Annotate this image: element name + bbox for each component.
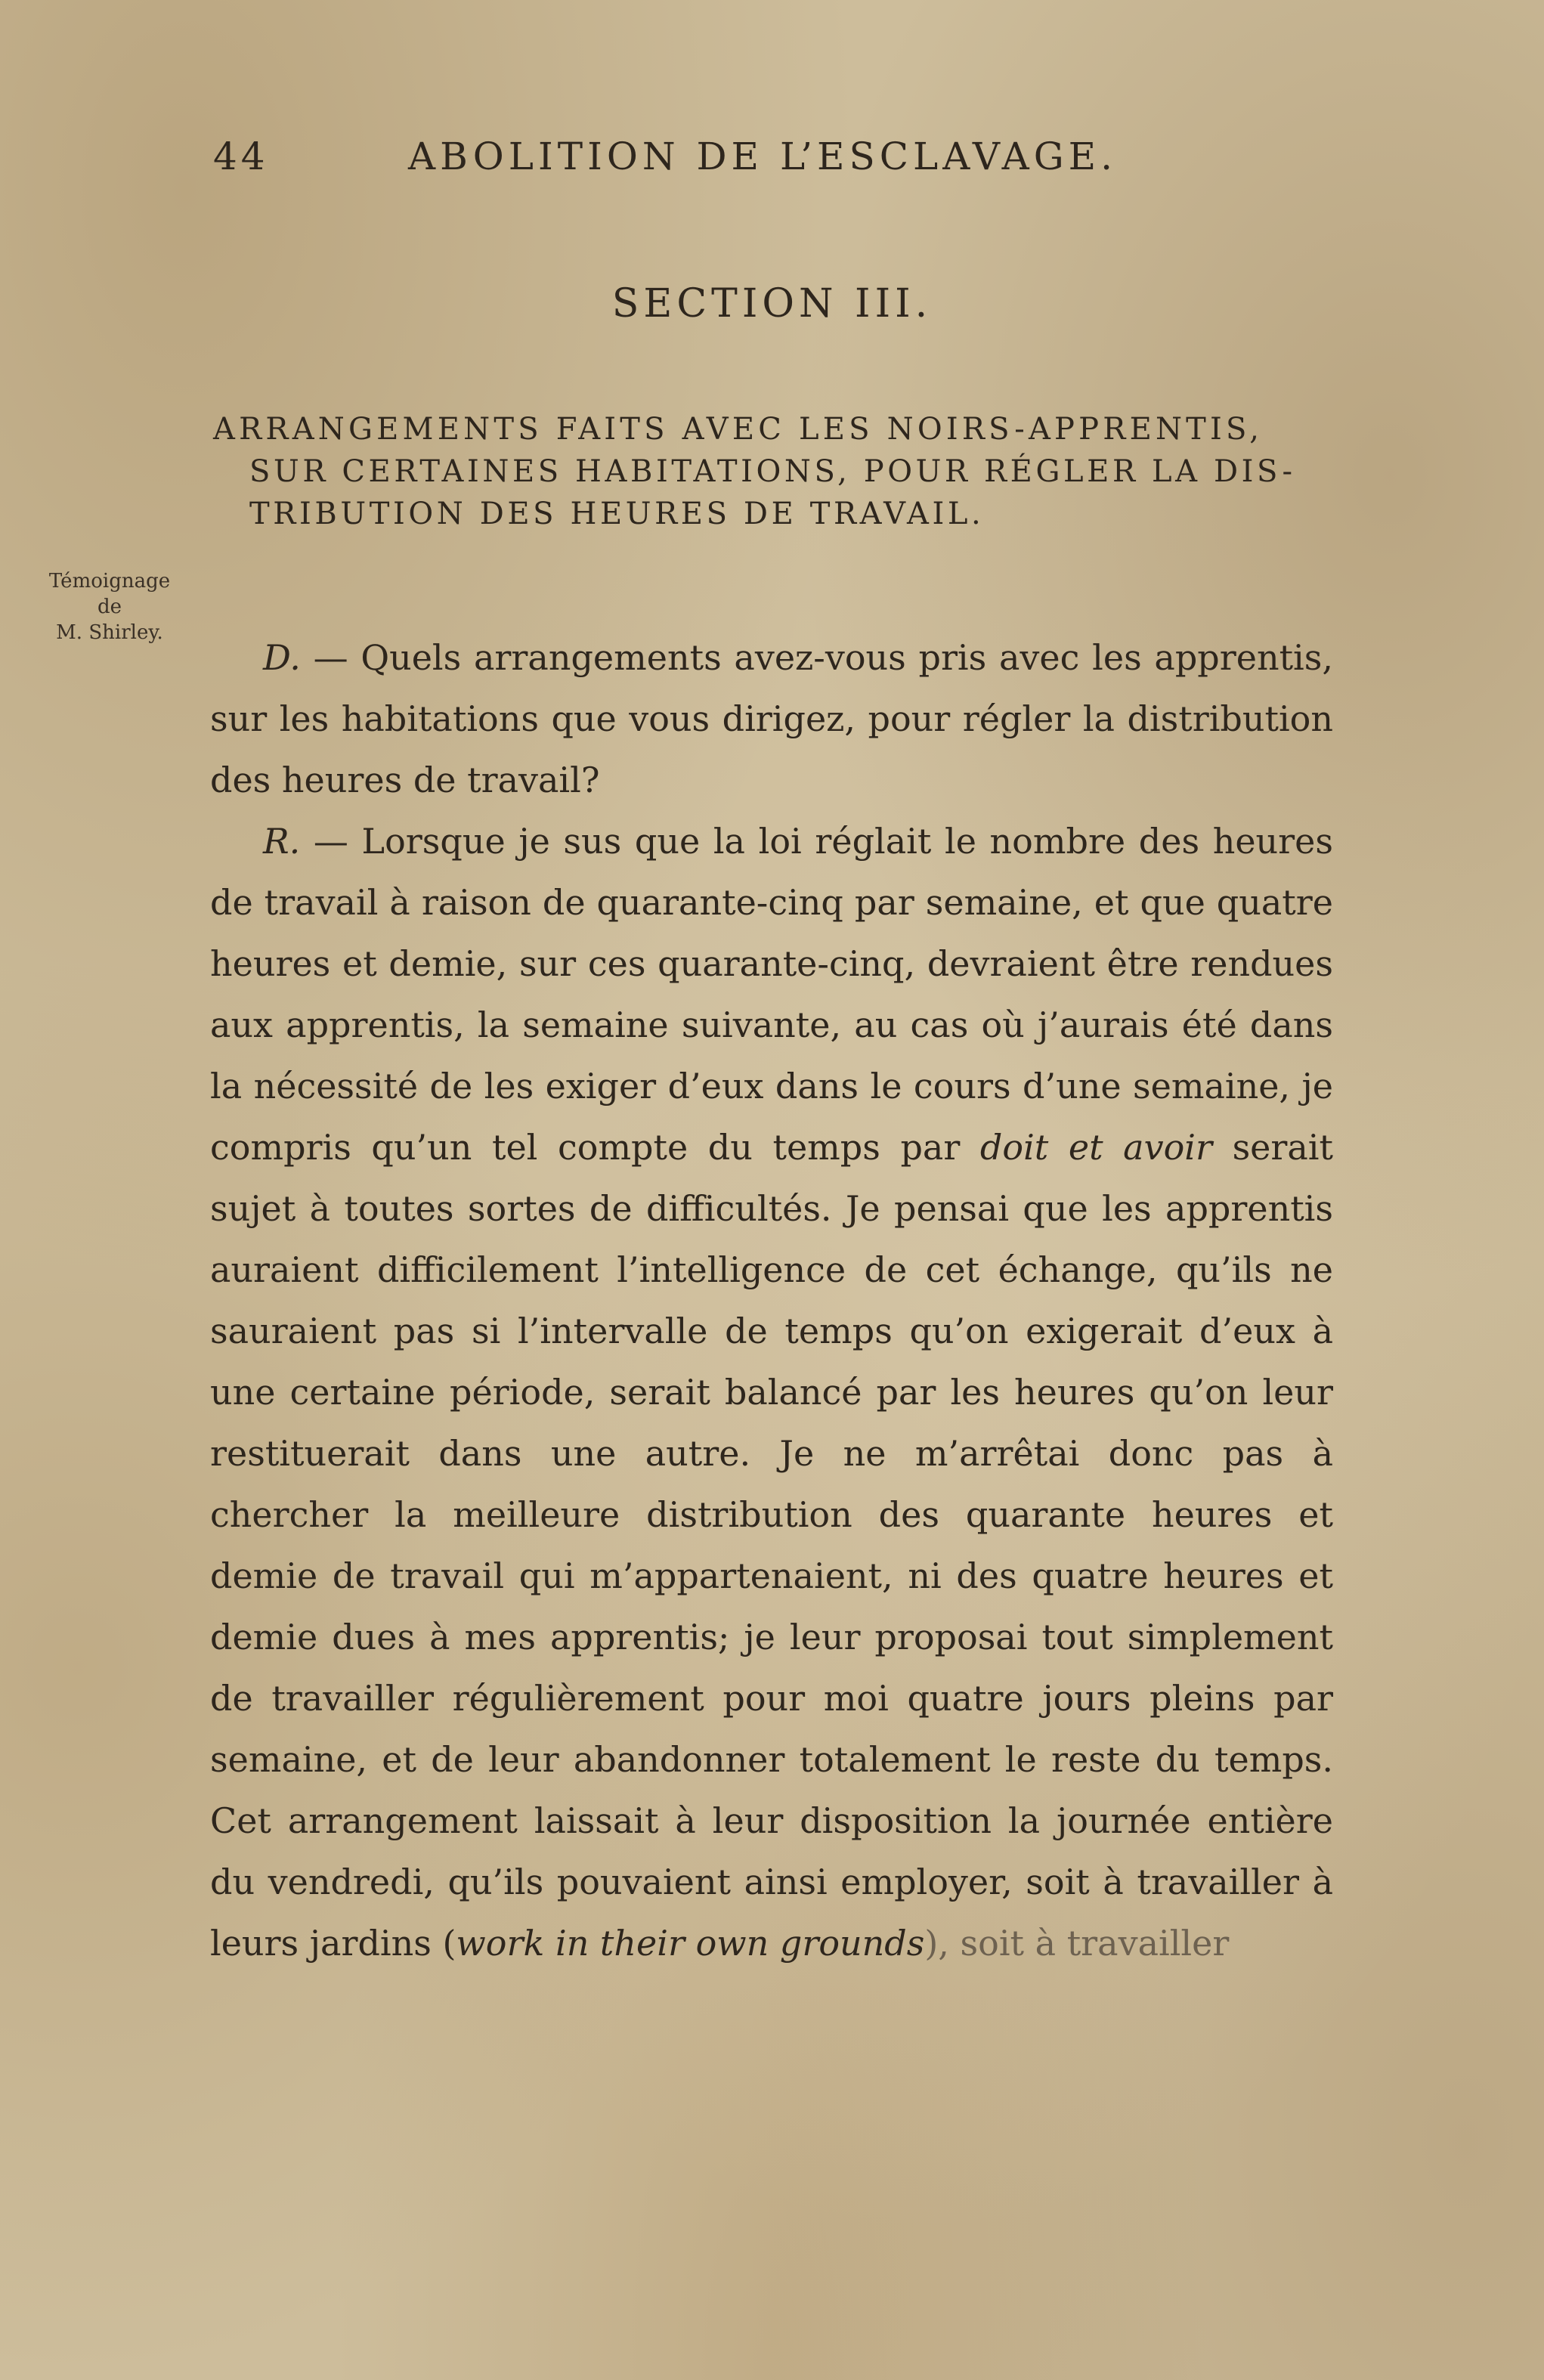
answer-italic-phrase: work in their own grounds: [456, 1923, 925, 1964]
subtitle-line: ARRANGEMENTS FAITS AVEC LES NOIRS-APPRENTIS,: [213, 412, 1264, 447]
answer-paragraph: [210, 811, 1333, 1974]
margin-note-line: de: [97, 596, 122, 618]
answer-text: Lorsque je sus que la loi réglait le nombre des heures de travail à raison de quarante-cinq par semaine, et que quatre heures et demie, sur ces quarante-cinq, devraient être rendues aux apprentis, la semaine suivante, au cas où j’aurais été dans la nécessité de les exiger d’eux dans le cours d’une semaine, je compris qu’un tel compte du temps par: [210, 821, 1333, 1168]
margin-note-line: Témoignage: [48, 570, 171, 593]
question-dash: —: [300, 637, 361, 678]
section-title: SECTION III.: [611, 281, 933, 327]
answer-dash: —: [300, 821, 362, 862]
running-head: [213, 135, 1332, 187]
section-subtitle: [213, 408, 1332, 535]
subtitle-line: SUR CERTAINES HABITATIONS, POUR RÉGLER LA DIS-: [249, 454, 1296, 489]
answer-text: serait sujet à toutes sortes de difficultés. Je pensai que les apprentis auraient difficilement l’intelligence de cet échange, qu’ils ne sauraient pas si l’intervalle de temps qu’on exigerait d’eux à une certaine période, serait balancé par les heures qu’on leur restituerait dans une autre. Je ne m’arrêtai donc pas à chercher la meilleure distribution des quarante heures et demie de travail qui m’appartenaient, ni des quatre heures et demie dues à mes apprentis; je leur proposai tout simplement de travailler régulièrement pour moi quatre jours pleins par semaine, et de leur abandonner totalement le reste du temps. Cet arrangement laissait à leur disposition la journée entière du vendredi, qu’ils pouvaient ainsi employer, soit à travailler à leurs jardins (: [210, 1127, 1334, 1964]
running-title: ABOLITION DE L’ESCLAVAGE.: [408, 135, 1118, 178]
page-number: 44: [213, 135, 269, 178]
question-text: Quels arrangements avez-vous pris avec les apprentis, sur les habitations que vous dirigez, pour régler la distribution des heures de travail?: [210, 637, 1333, 800]
margin-note: [23, 568, 196, 645]
question-paragraph: [210, 627, 1333, 811]
answer-text: ), soit à travailler: [924, 1923, 1230, 1964]
answer-label: R.: [263, 821, 301, 862]
question-label: D.: [263, 637, 301, 678]
margin-note-line: M. Shirley.: [56, 621, 163, 644]
answer-italic-phrase: doit et avoir: [979, 1127, 1212, 1168]
subtitle-line: TRIBUTION DES HEURES DE TRAVAIL.: [249, 497, 985, 531]
body-text: [210, 627, 1333, 1974]
